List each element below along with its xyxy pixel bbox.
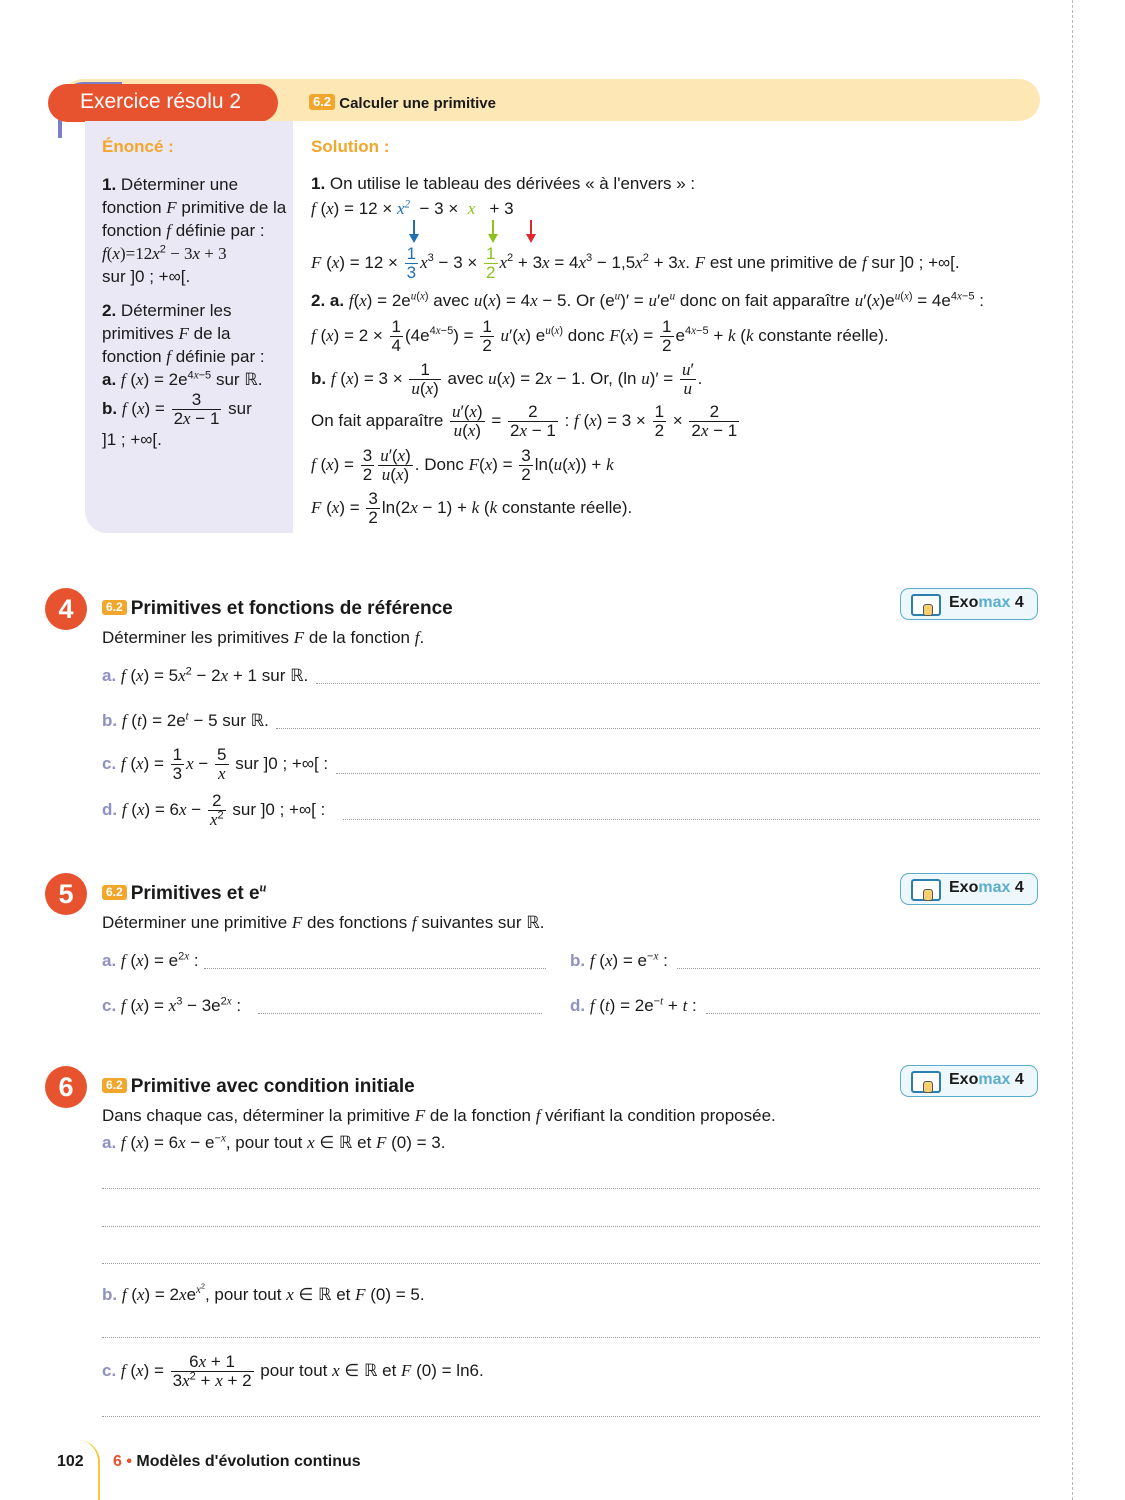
solution-intro: 1. On utilise le tableau des dérivées « à l'envers » : [311,174,696,193]
item-c: c. f (x) = $\frac{1}{3}$ x − $\frac{5}{x}$ sur ]0 ; +∞[ : [102,745,329,783]
exercise-number: 4 [45,588,87,630]
exercise-instruction: Déterminer les primitives F de la fonction f. [102,628,425,647]
exercise-instruction: Dans chaque cas, déterminer la primitive F de la fonction f vérifiant la condition proposée. [102,1106,776,1125]
item-d: d. f (x) = 6x − $\frac{2}{x^2}$ sur ]0 ; +∞[ : [102,791,326,829]
item-a: a. f $(x) = e^{2x}$ : [102,950,199,970]
answer-line[interactable] [258,1013,542,1014]
enonce-heading: Énoncé : [102,137,174,156]
skill-tag: 6.2 [102,885,127,900]
answer-line[interactable] [316,683,1040,684]
exercise-number: 6 [45,1066,87,1108]
skill-tag: 6.2 [102,1078,127,1093]
solution-2b-line4: F (x) = $\frac{3}{2}$ ln(2x − 1) + k (k constante réelle). [311,489,633,527]
item-b: b. f $(t) = 2e^t - 5$ sur ℝ. [102,710,269,730]
skill-tag: 6.2 [309,94,335,110]
tablet-touch-icon [911,1071,941,1093]
solution-line-f: f $(x) = 12 \times x^2 - 3 \times x + 3$ [311,198,514,218]
answer-line[interactable] [102,1226,1040,1227]
exomax-button[interactable] [900,1065,1038,1097]
enonce-question-2: 2. Déterminer les primitives F de la fonction f définie par : a. f $(x) = 2e^{4x-5}$ sur ℝ. b. f (x) = $\frac{3}{2x - 1}$ sur ]1 ; +∞[. [102,301,265,449]
solution-line-F: F (x) = 12 × $\frac{1}{3}$ $x^3 - 3$ × $\frac{1}{2}$ $x^2 + 3x = 4x^3 - 1,5x^2 + 3x$. F est une primitive de f sur ]0 ; +∞[. [311,244,960,282]
footer-bracket [78,1440,100,1500]
page-number: 102 [57,1453,84,1470]
answer-line[interactable] [343,819,1040,820]
tablet-touch-icon [911,594,941,616]
exomax-label: Exomax 4 [949,1071,1024,1088]
item-b: b. f $(x) = e^{-x}$ : [570,950,668,970]
solved-exercise-subtitle-text: Calculer une primitive [339,95,496,112]
answer-line[interactable] [204,968,546,969]
solved-exercise-subtitle [309,94,496,112]
item-a: a. f $(x) = 6x - e^{-x}$, pour tout x ∈ ℝ et F (0) = 3. [102,1132,446,1152]
solution-2b-line2: On fait apparaître $\frac{u'(x)}{u(x)}$ = $\frac{2}{2x - 1}$ : f (x) = 3 × $\frac{1}{2}$ × $\frac{2}{2x - 1}$ [311,402,738,440]
skill-tag: 6.2 [102,600,127,615]
item-c: c. f (x) = $\frac{6x + 1}{3x^2 + x + 2}$ pour tout x ∈ ℝ et F (0) = ln6. [102,1352,484,1390]
exomax-label: Exomax 4 [949,879,1024,896]
solution-heading: Solution : [311,137,390,156]
exercise-title: 6.2 Primitives et $e^u$ [102,883,266,905]
tablet-touch-icon [911,879,941,901]
solution-2a-line2: f (x) = 2 × $\frac{1}{4}$ $(4e^{4x-5})$ = $\frac{1}{2}$ u′(x) $e^{u(x)}$ donc F(x) = $\frac{1}{2}$ $e^{4x-5} + k$ (k constante réelle). [311,317,889,355]
solution-2b-line3: f (x) = $\frac{3}{2}$ $\frac{u'(x)}{u(x)}$ . Donc F(x) = $\frac{3}{2}$ ln(u(x)) + k [311,446,614,484]
answer-line[interactable] [276,728,1040,729]
item-c: c. f $(x) = x^3 - 3e^{2x}$ : [102,995,242,1015]
item-d: d. f $(t) = 2e^{-t} + t$ : [570,995,697,1015]
exomax-button[interactable] [900,873,1038,905]
chapter-title: 6 • Modèles d'évolution continus [113,1453,361,1470]
answer-line[interactable] [102,1263,1040,1264]
answer-line[interactable] [102,1188,1040,1189]
answer-line[interactable] [677,968,1040,969]
exercise-number: 5 [45,873,87,915]
answer-line[interactable] [102,1337,1040,1338]
arrow-blue [409,220,419,243]
page-fold-line [1072,0,1073,1500]
solved-exercise-title: Exercice résolu 2 [80,90,242,113]
derivative-arrows [400,218,550,244]
solution-2b-line1: b. f (x) = 3 × $\frac{1}{u(x)}$ avec u(x) = 2x − 1. Or, (ln u)′ = $\frac{u'}{u}$ . [311,360,703,398]
enonce-question-1: 1. Déterminer une fonction F primitive de la fonction f définie par : $f(x)=12x^2 - 3x + 3$ sur ]0 ; +∞[. [102,175,287,286]
exercise-title: 6.2 Primitive avec condition initiale [102,1076,415,1098]
arrow-green [488,220,498,243]
item-a: a. f $(x) = 5x^2 - 2x + 1$ sur ℝ. [102,665,309,685]
exomax-label: Exomax 4 [949,594,1024,611]
exercise-instruction: Déterminer une primitive F des fonctions f suivantes sur ℝ. [102,913,545,932]
answer-line[interactable] [706,1013,1040,1014]
item-b: b. f $(x) = 2xe^{x^2}$, pour tout x ∈ ℝ et F (0) = 5. [102,1282,425,1304]
enonce-text [102,173,288,462]
exomax-button[interactable] [900,588,1038,620]
exercise-title: 6.2 Primitives et fonctions de référence [102,598,453,620]
answer-line[interactable] [336,773,1040,774]
solution-2a-line1: 2. a. $f(x) = 2e^{u(x)}$ avec u(x) = 4x − 5. Or $(e^u)' = u'e^u$ donc on fait apparaître $u'(x)e^{u(x)} = 4e^{4x-5}$ : [311,290,984,310]
answer-line[interactable] [102,1416,1040,1417]
arrow-red [526,220,536,243]
